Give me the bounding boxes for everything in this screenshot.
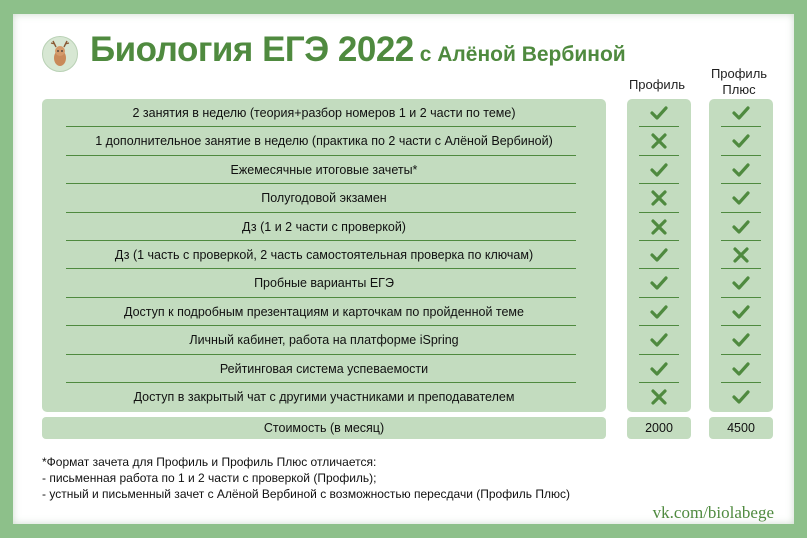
check-icon bbox=[627, 298, 691, 326]
price-profile: 2000 bbox=[627, 417, 691, 439]
check-icon bbox=[709, 383, 773, 411]
feature-row-label: Пробные варианты ЕГЭ bbox=[254, 276, 394, 291]
check-icon bbox=[709, 213, 773, 241]
features-panel bbox=[42, 99, 606, 412]
feature-row-label: 2 занятия в неделю (теория+разбор номеров 1 и 2 части по теме) bbox=[132, 106, 516, 120]
note-line: - устный и письменный зачет с Алёной Вербиной с возможностью пересдачи (Профиль Плюс) bbox=[42, 487, 570, 501]
feature-row-label: Дз (1 и 2 части с проверкой) bbox=[242, 219, 406, 234]
profile-column bbox=[627, 99, 691, 412]
feature-row-label: Дз (1 часть с проверкой, 2 часть самостоятельная проверка по ключам) bbox=[114, 248, 534, 262]
note-line: - письменная работа по 1 и 2 части с проверкой (Профиль); bbox=[42, 471, 377, 485]
column-header-profile-plus-line2: Плюс bbox=[722, 82, 756, 97]
feature-row-label: Доступ к подробным презентациям и карточкам по пройденной теме bbox=[124, 304, 524, 319]
check-icon bbox=[709, 298, 773, 326]
profile-plus-column bbox=[709, 99, 773, 412]
title-subtitle: с Алёной Вербиной bbox=[419, 43, 626, 66]
vk-link[interactable]: vk.com/biolabege bbox=[652, 503, 774, 522]
column-header-profile: Профиль bbox=[628, 77, 686, 92]
check-icon bbox=[709, 99, 773, 127]
feature-row-label: 1 дополнительное занятие в неделю (практика по 2 части с Алёной Вербиной) bbox=[95, 134, 553, 149]
cross-icon bbox=[627, 213, 691, 241]
check-icon bbox=[627, 355, 691, 383]
price-label: Стоимость (в месяц) bbox=[42, 417, 606, 439]
cross-icon bbox=[627, 127, 691, 155]
feature-row-label: Личный кабинет, работа на платформе iSpring bbox=[189, 333, 459, 348]
check-icon bbox=[709, 184, 773, 212]
cross-icon bbox=[627, 184, 691, 212]
feature-row-label: Доступ в закрытый чат с другими участниками и преподавателем bbox=[133, 390, 515, 404]
check-icon bbox=[709, 326, 773, 354]
page-title bbox=[90, 30, 626, 76]
check-icon bbox=[709, 355, 773, 383]
check-icon bbox=[709, 269, 773, 297]
feature-row-label: Ежемесячные итоговые зачеты* bbox=[230, 162, 418, 177]
title-main: Биология ЕГЭ 2022 bbox=[90, 30, 414, 69]
check-icon bbox=[627, 156, 691, 184]
price-profile-plus: 4500 bbox=[709, 417, 773, 439]
check-icon bbox=[709, 156, 773, 184]
feature-row-label: Рейтинговая система успеваемости bbox=[219, 361, 429, 376]
deer-icon bbox=[42, 36, 78, 72]
feature-row-label: Полугодовой экзамен bbox=[261, 191, 387, 206]
check-icon bbox=[627, 99, 691, 127]
column-header-profile-plus bbox=[702, 66, 776, 98]
cross-icon bbox=[709, 241, 773, 269]
cross-icon bbox=[627, 383, 691, 411]
check-icon bbox=[627, 241, 691, 269]
note-line: *Формат зачета для Профиль и Профиль Плюс отличается: bbox=[42, 455, 377, 469]
check-icon bbox=[709, 127, 773, 155]
check-icon bbox=[627, 326, 691, 354]
column-header-profile-plus-line1: Профиль bbox=[710, 66, 768, 81]
check-icon bbox=[627, 269, 691, 297]
